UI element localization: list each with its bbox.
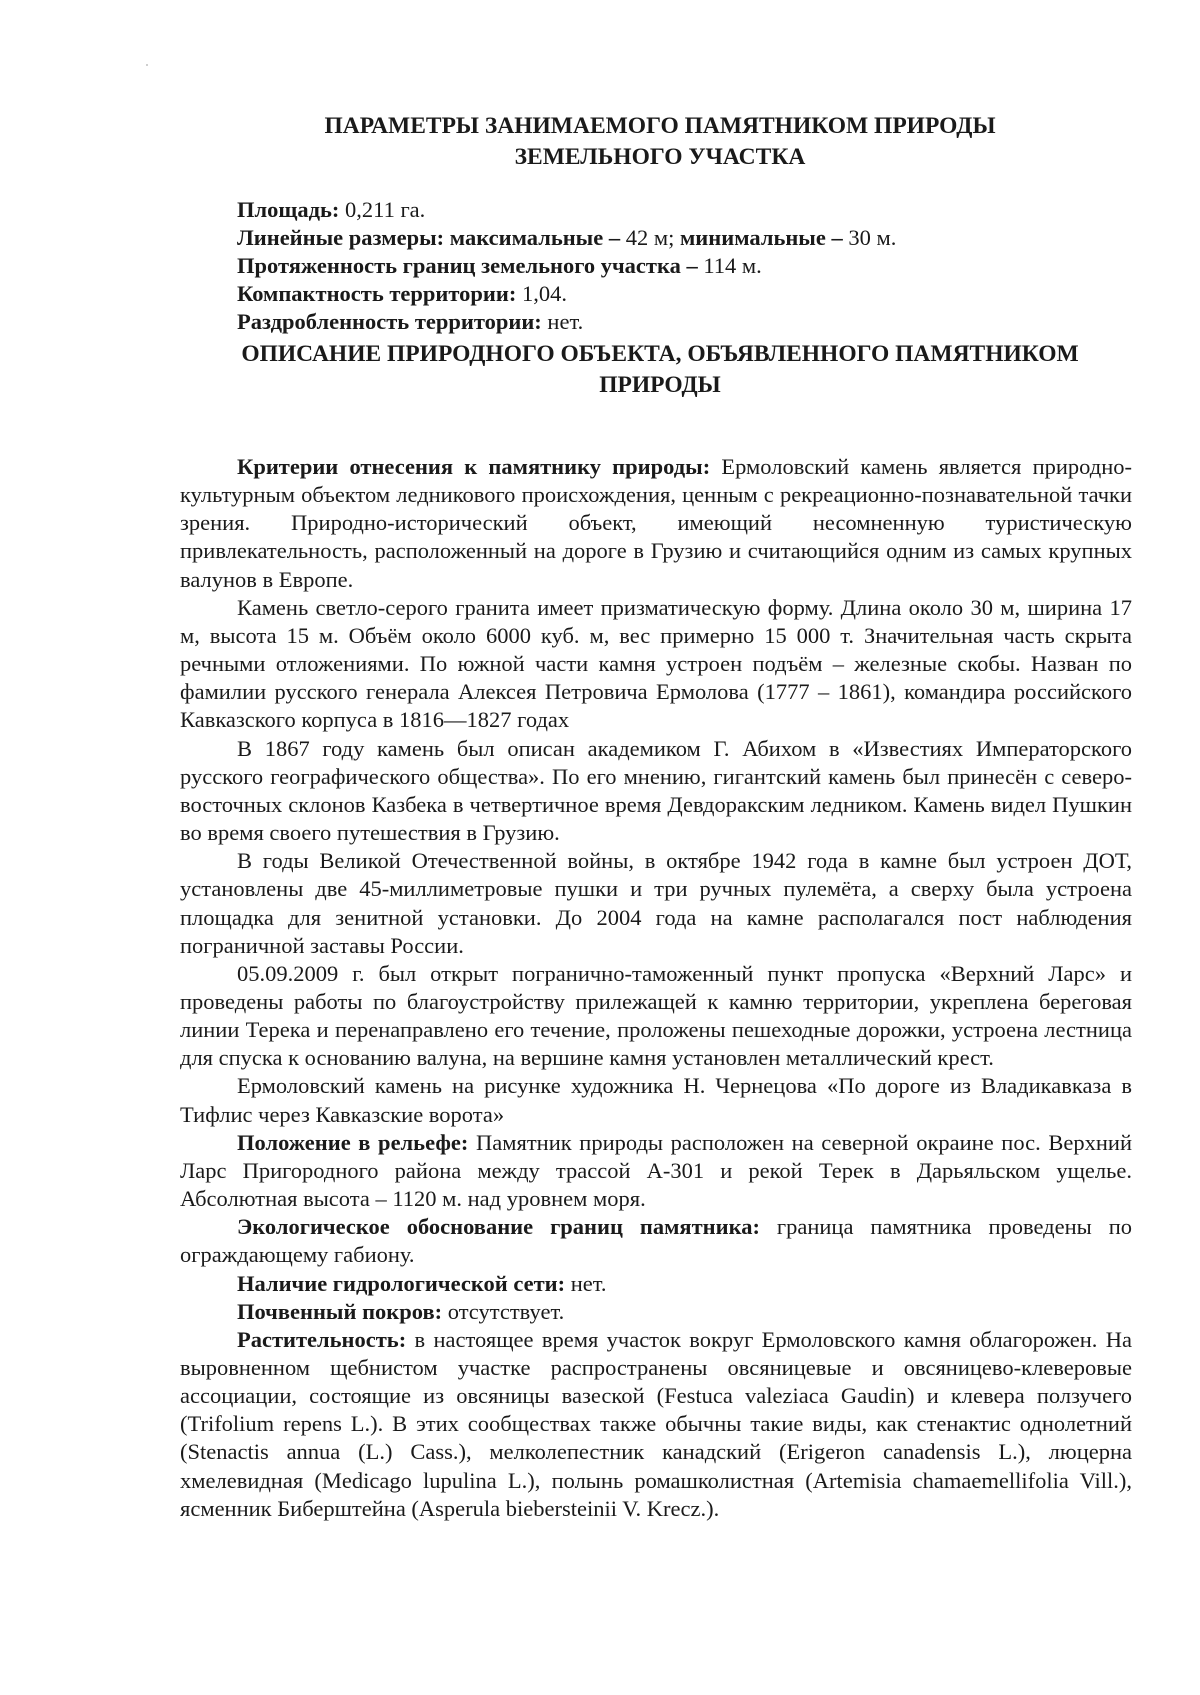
paragraph-soil [180,1298,1132,1326]
paragraph-history-abich: В 1867 году камень был описан академиком Г. Абихом в «Известиях Императорского русского географического общества». По его мнению, гигантский камень был принесён с северо-восточных склонов Казбека в четвертичное время Девдоракским ледником. Камень видел Пушкин во время своего путешествия в Грузию. [180,735,1132,846]
param-label: Площадь: [237,197,340,222]
paragraph-label: Растительность: [237,1326,407,1352]
param-value: 42 м; [620,225,675,250]
param-area [237,196,1137,224]
paragraph-text: Ермоловский камень является природно-культурным объектом ледникового происхождения, ценным с рекреационно-познавательной тачки зрения. Природно-исторический объект, имеющий несомненную туристическую привлекательность, расположенный на дороге в Грузию и считающийся одним из самых крупных валунов в Европе. [180,454,1132,592]
paragraph-text: отсутствует. [442,1298,565,1324]
param-value: 0,211 га. [339,197,426,222]
param-label: Линейные размеры: [237,225,445,250]
paragraph-label: Экологическое обоснование границ памятника: [237,1214,760,1240]
param-fragmentation [237,308,1137,336]
param-compactness [237,280,1137,308]
param-label: минимальные – [674,225,843,250]
land-parameters-list [237,196,1137,336]
paragraph-text: граница памятника проведены по ограждающему габиону. [180,1214,1132,1268]
paragraph-text: в настоящее время участок вокруг Ермоловского камня облагорожен. На выровненном щебнистом участке распространены овсяницевые и овсяницево-клеверовые ассоциации, состоящие из овсяницы вазеской (Festuca valeziaca Gaudin) и клевера ползучего (Trifolium repens L.). В этих сообществах также обычны такие виды, как стенактис однолетний (Stenactis annua (L.) Cass.), мелколепестник канадский (Erigeron canadensis L.), люцерна хмелевидная (Medicago lupulina L.), полынь ромашколистная (Artemisia chamaemellifolia Vill.), ясменник Биберштейна (Asperula biebersteinii V. Krecz.). [180,1326,1132,1521]
description-body [180,453,1132,1523]
paragraph-label: Наличие гидрологической сети: [237,1270,566,1296]
paragraph-eco-boundaries [180,1213,1132,1269]
param-value: 30 м. [842,225,897,250]
param-value: 1,04. [516,281,567,306]
section-heading-object-description [180,339,1140,401]
paragraph-label: Почвенный покров: [237,1298,443,1324]
param-border-length [237,252,1137,280]
paragraph-vegetation [180,1326,1132,1523]
paragraph-label: Положение в рельефе: [237,1129,469,1155]
param-value: нет. [541,309,584,334]
scan-speck [146,64,148,66]
paragraph-label: Критерии отнесения к памятнику природы: [237,454,711,479]
param-label: Протяженность границ земельного участка – [237,253,698,278]
paragraph-hydrology [180,1270,1132,1298]
paragraph-border-checkpoint: 05.09.2009 г. был открыт погранично-таможенный пункт пропуска «Верхний Ларс» и проведены работы по благоустройству прилежащей к камню территории, укреплена береговая линии Терека и перенаправлено его течение, проложены пешеходные дорожки, устроена лестница для спуска к основанию валуна, на вершине камня установлен металлический крест. [180,960,1132,1071]
param-label: Компактность территории: [237,281,517,306]
heading-line: ОПИСАНИЕ ПРИРОДНОГО ОБЪЕКТА, ОБЪЯВЛЕННОГО ПАМЯТНИКОМ [241,341,1079,367]
heading-line: ПАРАМЕТРЫ ЗАНИМАЕМОГО ПАМЯТНИКОМ ПРИРОДЫ [324,113,996,139]
paragraph-relief [180,1129,1132,1213]
paragraph-history-war: В годы Великой Отечественной войны, в октябре 1942 года в камне был устроен ДОТ, установлены две 45-миллиметровые пушки и три ручных пулемёта, а сверху была устроена площадка для зенитной установки. До 2004 года на камне располагался пост наблюдения пограничной заставы России. [180,848,1132,958]
paragraph-text: нет. [565,1270,607,1296]
paragraph-text: Памятник природы расположен на северной окраине пос. Верхний Ларс Пригородного района между трассой А-301 и рекой Терек в Дарьяльском ущелье. Абсолютная высота – 1120 м. над уровнем моря. [180,1129,1132,1212]
heading-line: ПРИРОДЫ [599,372,721,398]
param-linear-dimensions [237,224,1137,252]
param-label: Раздробленность территории: [237,309,542,334]
paragraph-painting: Ермоловский камень на рисунке художника Н. Чернецова «По дороге из Владикавказа в Тифлис через Кавказские ворота» [180,1073,1132,1127]
paragraph-stone-description: Камень светло-серого гранита имеет призматическую форму. Длина около 30 м, ширина 17 м, высота 15 м. Объём около 6000 куб. м, вес примерно 15 000 т. Значительная часть скрыта речными отложениями. По южной части камня устроен подъём – железные скобы. Назван по фамилии русского генерала Алексея Петровича Ермолова (1777 – 1861), командира российского Кавказского корпуса в 1816—1827 годах [180,594,1132,733]
param-value: 114 м. [697,253,762,278]
paragraph-criteria [180,453,1132,594]
param-label: максимальные – [444,225,621,250]
section-heading-land-parameters [180,111,1140,173]
heading-line: ЗЕМЕЛЬНОГО УЧАСТКА [514,144,806,170]
